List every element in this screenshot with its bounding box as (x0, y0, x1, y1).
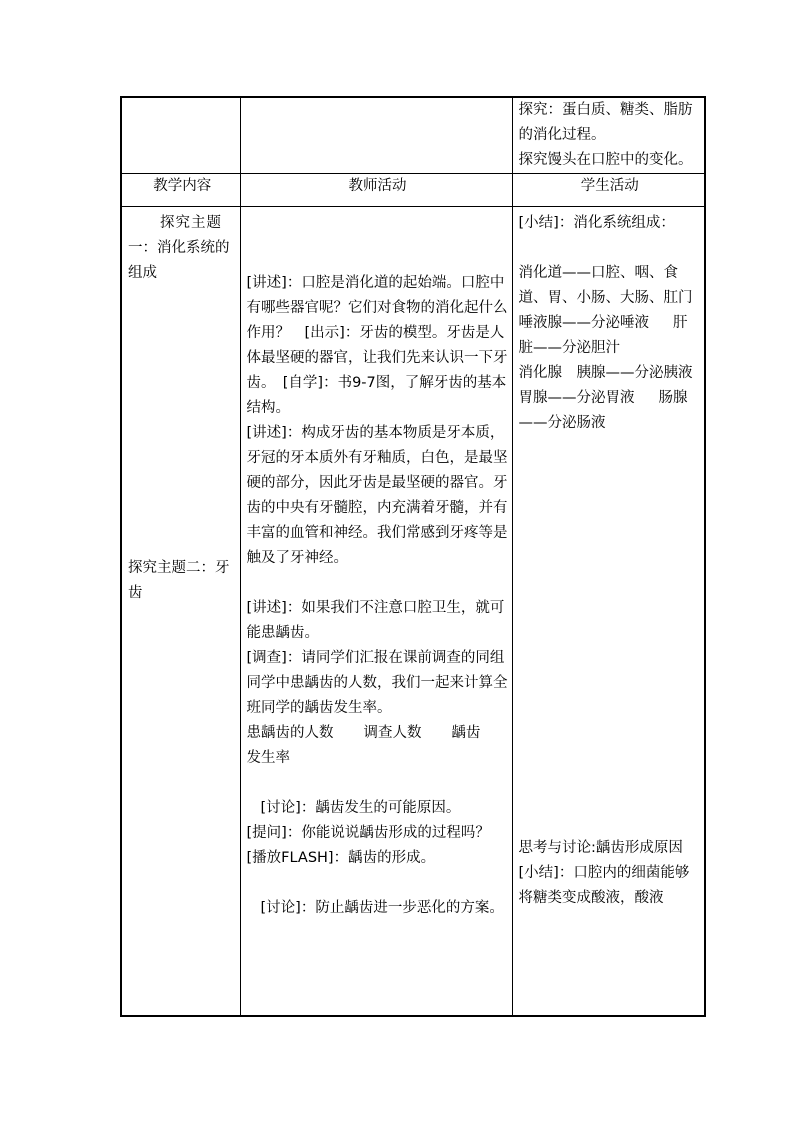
student-summary-bacteria: [小结]：口腔内的细菌能够将糖类变成酸液，酸液 (518, 865, 690, 906)
student-inquiry-line-2: 探究馒头在口腔中的变化。 (518, 152, 693, 168)
header-content: 教学内容 (121, 174, 240, 207)
student-summary-title: [小结]：消化系统组成： (518, 215, 675, 231)
teacher-cell (240, 207, 512, 1017)
student-digestive-glands: 消化腺 胰腺——分泌胰液 (518, 365, 693, 381)
lesson-plan-table (120, 96, 706, 1017)
teacher-paragraph-caries: [讲述]：如果我们不注意口腔卫生，就可能患龋齿。 (246, 600, 505, 641)
continuation-teacher-cell (240, 97, 512, 174)
teacher-paragraph-discuss-causes: [讨论]：龋齿发生的可能原因。 (260, 800, 461, 816)
header-student: 学生活动 (512, 174, 705, 207)
continuation-student-cell (512, 97, 705, 174)
teacher-paragraph-discuss-prevention: [讨论]：防止龋齿进一步恶化的方案。 (260, 900, 504, 916)
formula-surveyed: 调查人数 (363, 725, 422, 741)
student-liver: 肝脏——分泌胆汁 (518, 315, 688, 356)
student-inquiry-line-1: 探究：蛋白质、糖类、脂肪的消化过程。 (518, 102, 693, 143)
student-digestive-tract: 消化道——口腔、咽、食道、胃、小肠、大肠、肛门 (518, 265, 693, 306)
header-row (121, 174, 705, 207)
topic-one-title-b: 一：消化系统的组成 (128, 240, 230, 281)
student-salivary-gland: 唾液腺——分泌唾液 (518, 315, 649, 331)
teacher-paragraph-structure: [讲述]：构成牙齿的基本物质是牙本质，牙冠的牙本质外有牙釉质，白色，是最坚硬的部分，因此牙齿是最坚硬的器官。牙齿的中央有牙髓腔，内充满着牙髓，并有丰富的血管和神经。我们常感到牙疼等是触及了牙神经。 (246, 425, 508, 566)
topic-one-title-a: 探究主题 (160, 215, 222, 231)
teacher-paragraph-survey: [调查]：请同学们汇报在课前调查的同组同学中患龋齿的人数，我们一起来计算全班同学的龋齿发生率。 (246, 650, 508, 716)
topic-two-title: 探究主题二：牙齿 (128, 560, 230, 601)
body-row (121, 207, 705, 1017)
content-cell (121, 207, 240, 1017)
formula-rate: 发生率 (246, 750, 290, 766)
student-gastric-gland: 胃腺——分泌胃液 (518, 390, 635, 406)
teacher-paragraph-intro: [讲述]：口腔是消化道的起始端。口腔中有哪些器官呢？它们对食物的消化起什么作用？ [出示]：牙齿的模型。牙齿是人体最坚硬的器官，让我们先来认识一下牙齿。 [自学]：书9-7图，了解牙齿的基本结构。 (246, 275, 508, 416)
student-think-discuss: 思考与讨论:龋齿形成原因 (518, 840, 683, 856)
student-intestinal-gland: 肠腺——分泌肠液 (518, 390, 688, 431)
student-gastric-intestinal (519, 386, 702, 436)
continuation-content-cell (121, 97, 240, 174)
formula-patients: 患龋齿的人数 (246, 725, 334, 741)
teacher-paragraph-question: [提问]：你能说说龋齿形成的过程吗？ [播放FLASH]：龋齿的形成。 (246, 825, 505, 866)
student-salivary-liver (519, 311, 702, 361)
teacher-caries-formula (247, 721, 509, 746)
student-cell (512, 207, 705, 1017)
header-teacher: 教师活动 (240, 174, 512, 207)
formula-caries: 龋齿 (451, 725, 481, 741)
continuation-row (121, 97, 705, 174)
